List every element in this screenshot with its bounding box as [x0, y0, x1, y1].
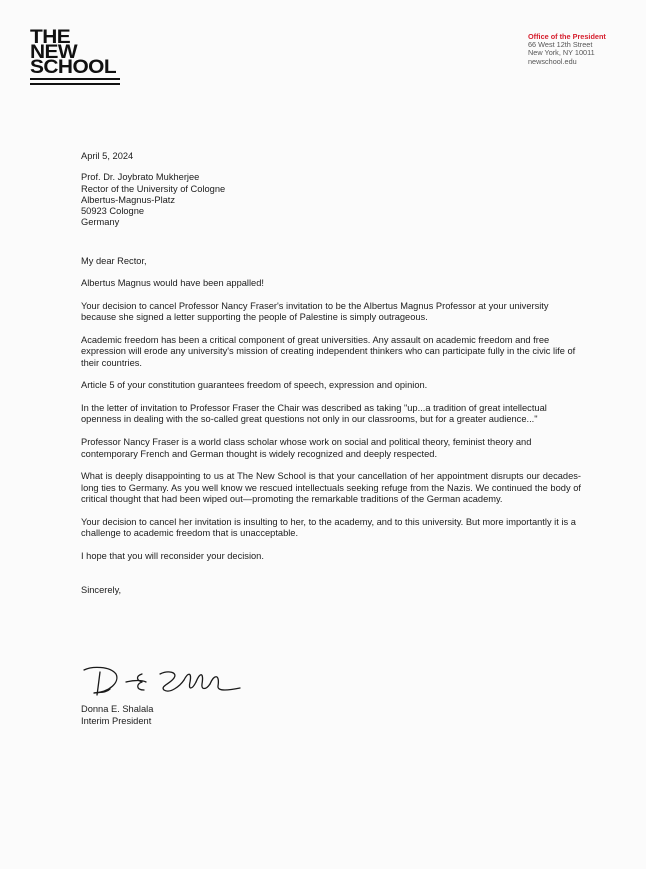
signer-title: Interim President — [81, 715, 152, 726]
paragraph: In the letter of invitation to Professor Fraser the Chair was described as taking "up...a tradition of great intellectual openness in dealing with the so-called great questions not only in our classrooms, but for a greater audience..." — [81, 403, 547, 425]
handwritten-signature — [80, 662, 245, 700]
recipient-block — [81, 172, 581, 228]
logo-line-2: NEW — [30, 42, 78, 63]
paragraph: Your decision to cancel her invitation is insulting to her, to the academy, and to this university. But more importantly it is a challenge to academic freedom that is unacceptable. — [81, 516, 576, 539]
new-school-logo — [30, 27, 122, 85]
logo-rule-1 — [30, 78, 120, 80]
closing: Sincerely, — [81, 585, 122, 596]
recipient-line: Germany — [81, 217, 120, 228]
recipient-line: Albertus-Magnus-Platz — [81, 194, 176, 205]
recipient-line: Rector of the University of Cologne — [81, 183, 226, 194]
logo-rule-2 — [30, 83, 120, 85]
logo-line-3: SCHOOL — [30, 57, 117, 78]
signer-name: Donna E. Shalala — [81, 704, 154, 714]
address-city: New York, NY 10011 — [528, 48, 595, 58]
letter-body — [81, 151, 581, 596]
signer-block — [81, 704, 153, 727]
address-web: newschool.edu — [528, 56, 577, 66]
letter-date: April 5, 2024 — [81, 151, 134, 161]
paragraph: Academic freedom has been a critical component of great universities. Any assault on academic freedom and free expression will erode any university's mission of creating independent thinkers who can participate fully in the civic life of their countries. — [81, 334, 576, 368]
recipient-line: Prof. Dr. Joybrato Mukherjee — [81, 172, 200, 183]
address-street: 66 West 12th Street — [528, 40, 593, 50]
paragraph: Professor Nancy Fraser is a world class scholar whose work on social and political theory, feminist theory and contemporary French and German thought is widely recognized and deeply respected. — [81, 437, 532, 459]
paragraph: I hope that you will reconsider your decision. — [81, 550, 264, 561]
office-title: Office of the President — [528, 32, 606, 41]
paragraph: Article 5 of your constitution guarantees freedom of speech, expression and opinion. — [81, 380, 428, 391]
paragraph: What is deeply disappointing to us at The New School is that your cancellation of her appointment disrupts our decades-long ties to Germany. As you well know we rescued intellectuals seeking refuge from the Nazis. We continued the body of critical thought that had been wiped out—promoting the remarkable traditions of the German academy. — [81, 471, 581, 504]
paragraph: Albertus Magnus would have been appalled! — [81, 278, 264, 289]
logo-rules — [30, 78, 122, 85]
logo-line-1: THE — [30, 27, 71, 48]
recipient-line: 50923 Cologne — [81, 206, 145, 217]
paragraph: Your decision to cancel Professor Nancy Fraser's invitation to be the Albertus Magnus Professor at your university because she signed a letter supporting the people of Palestine is simply outrageous. — [81, 300, 549, 323]
office-address — [528, 33, 606, 66]
greeting: My dear Rector, — [81, 255, 147, 266]
